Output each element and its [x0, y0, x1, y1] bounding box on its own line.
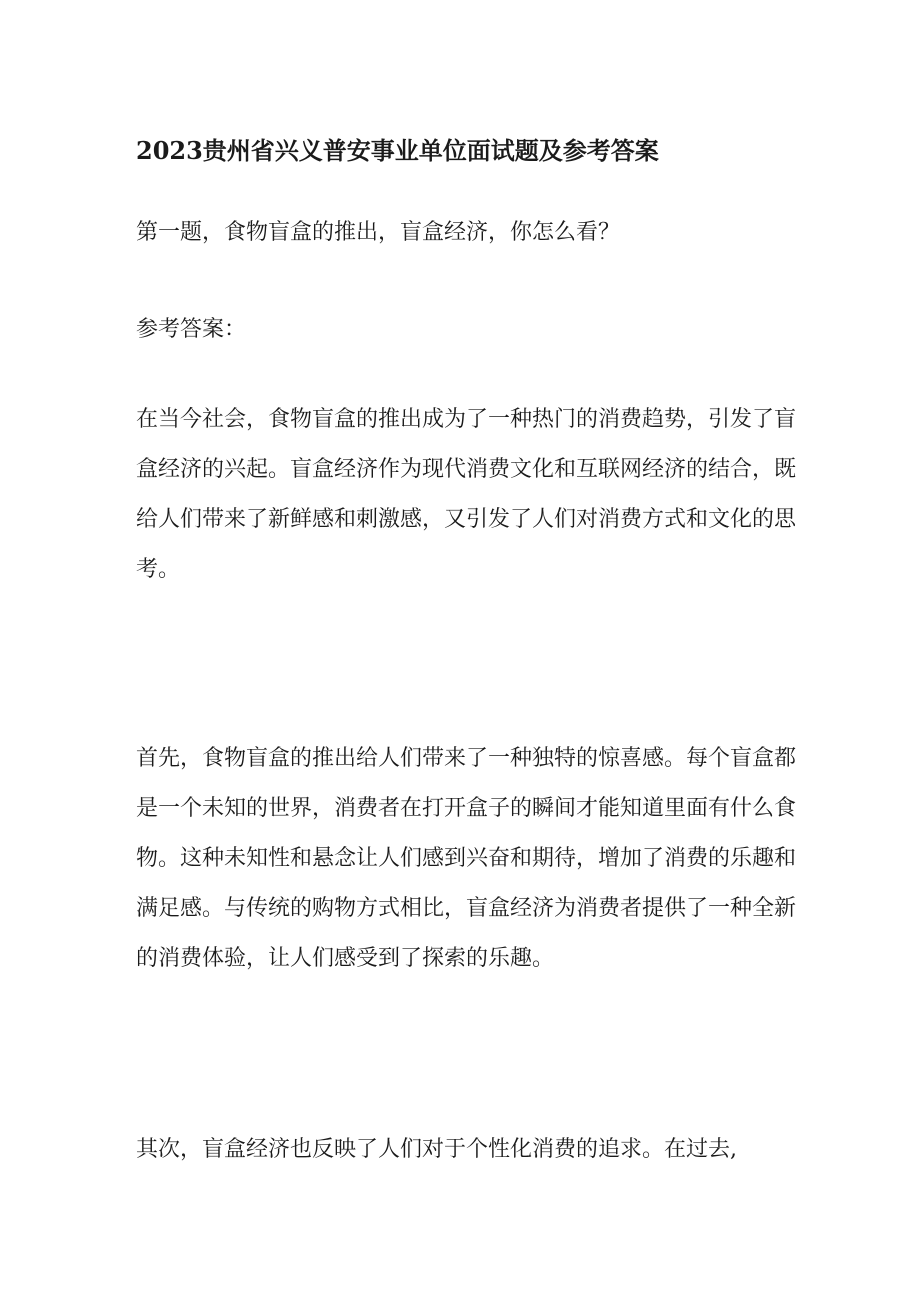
question-text: 第一题，食物盲盒的推出，盲盒经济，你怎么看？	[136, 220, 621, 245]
answer-label: 参考答案：	[136, 317, 247, 342]
paragraph-line: 其次，盲盒经济也反映了人们对于个性化消费的追求。在过去,	[136, 1137, 737, 1162]
paragraph-line: 盒经济的兴起。盲盒经济作为现代消费文化和互联网经济的结合，既	[136, 457, 797, 482]
paragraph-line: 满足感。与传统的购物方式相比，盲盒经济为消费者提供了一种全新	[136, 896, 797, 921]
paragraph-line: 的消费体验，让人们感受到了探索的乐趣。	[136, 946, 555, 971]
document-title: 2023贵州省兴义普安事业单位面试题及参考答案	[136, 136, 659, 165]
paragraph-line: 物。这种未知性和悬念让人们感到兴奋和期待，增加了消费的乐趣和	[136, 846, 797, 871]
paragraph-line: 给人们带来了新鲜感和刺激感，又引发了人们对消费方式和文化的思	[136, 507, 797, 532]
paragraph-line: 首先，食物盲盒的推出给人们带来了一种独特的惊喜感。每个盲盒都	[136, 746, 797, 771]
paragraph-intro	[136, 395, 796, 595]
paragraph-line: 在当今社会，食物盲盒的推出成为了一种热门的消费趋势，引发了盲	[136, 407, 797, 432]
paragraph-first-point	[136, 734, 796, 984]
paragraph-line: 是一个未知的世界，消费者在打开盒子的瞬间才能知道里面有什么食	[136, 796, 797, 821]
paragraph-second-point	[136, 1125, 796, 1175]
paragraph-line: 考。	[136, 557, 181, 582]
